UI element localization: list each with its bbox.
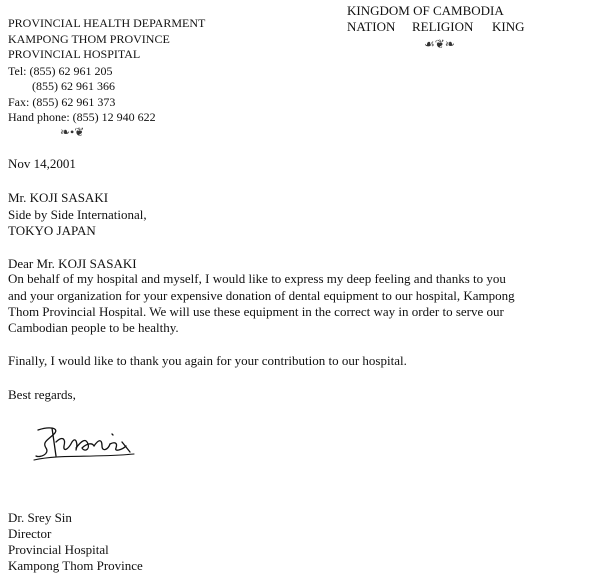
letterhead-hospital: PROVINCIAL HOSPITAL: [8, 47, 141, 61]
signer-province: Kampong Thom Province: [8, 558, 143, 573]
signer-hospital: Provincial Hospital: [8, 542, 109, 557]
salutation: Dear Mr. KOJI SASAKI: [8, 256, 137, 271]
body-paragraph-2: Finally, I would like to thank you again for your contribution to our hospital.: [8, 353, 407, 368]
letterhead-hand-phone: Hand phone: (855) 12 940 622: [8, 110, 156, 124]
body-paragraph-1-line-3: Thom Provincial Hospital. We will use these equipment in the correct way in order to serve our: [8, 304, 504, 319]
letter-date: Nov 14,2001: [8, 156, 76, 171]
letterhead-dept: PROVINCIAL HEALTH DEPARMENT: [8, 16, 206, 30]
motto-nation: NATION: [347, 19, 396, 34]
letterhead-province: KAMPONG THOM PROVINCE: [8, 32, 170, 46]
letterhead-tel-2: (855) 62 961 366: [32, 79, 115, 93]
motto-religion: RELIGION: [412, 19, 474, 34]
recipient-name: Mr. KOJI SASAKI: [8, 190, 109, 205]
body-paragraph-1-line-1: On behalf of my hospital and myself, I would like to express my deep feeling and thanks to you: [8, 271, 506, 286]
handwritten-signature: [30, 420, 140, 468]
right-ornament-icon: ☙❦❧: [424, 37, 455, 51]
signer-name: Dr. Srey Sin: [8, 510, 72, 525]
body-paragraph-1-line-2: and your organization for your expensive donation of dental equipment to our hospital, Kampong: [8, 288, 515, 303]
signer-title: Director: [8, 526, 52, 541]
motto-king: KING: [492, 19, 525, 34]
letterhead-tel-1: Tel: (855) 62 961 205: [8, 64, 113, 78]
left-ornament-icon: ❧•❦: [60, 125, 85, 139]
closing: Best regards,: [8, 387, 76, 402]
recipient-org: Side by Side International,: [8, 207, 147, 222]
body-paragraph-1-line-4: Cambodian people to be healthy.: [8, 320, 179, 335]
letterhead-fax: Fax: (855) 62 961 373: [8, 95, 116, 109]
recipient-city: TOKYO JAPAN: [8, 223, 96, 238]
kingdom-title: KINGDOM OF CAMBODIA: [347, 3, 504, 18]
